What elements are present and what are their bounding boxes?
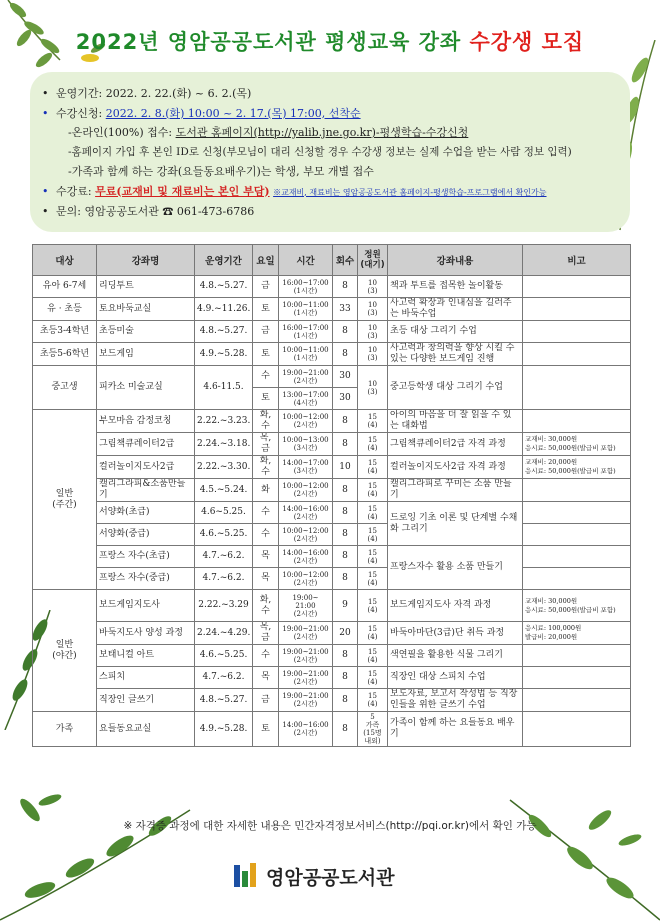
cell-day: 토 (253, 388, 279, 410)
cell-time: 10:00~12:00 (2시간) (279, 410, 333, 433)
cell-count: 8 (333, 343, 358, 366)
cell-capacity: 15 (4) (358, 568, 388, 590)
cell-target: 일반 (야간) (33, 590, 97, 712)
cell-count: 8 (333, 410, 358, 433)
table-row (33, 298, 631, 321)
cell-content: 그림책큐레이터2급 자격 과정 (388, 433, 523, 456)
cell-capacity: 10 (3) (358, 343, 388, 366)
cell-time: 19:00~21:00 (2시간) (279, 366, 333, 388)
cell-note: 교재비: 30,000원 응시료: 50,000원(발급비 포함) (523, 433, 631, 456)
cell-count: 9 (333, 590, 358, 622)
cell-time: 14:00~16:00 (2시간) (279, 546, 333, 568)
info-apply-label: 수강신청: (56, 106, 103, 120)
cell-content: 보도자료, 보고서 작성법 등 직장인들을 위한 글쓰기 수업 (388, 689, 523, 712)
cell-count: 8 (333, 546, 358, 568)
cell-time: 14:00~17:00 (3시간) (279, 456, 333, 479)
cell-note (523, 502, 631, 524)
cell-capacity: 15 (4) (358, 456, 388, 479)
cell-content: 중고등학생 대상 그리기 수업 (388, 366, 523, 410)
cell-count: 8 (333, 568, 358, 590)
table-row (33, 712, 631, 747)
cell-day: 목 (253, 546, 279, 568)
table-row (33, 366, 631, 388)
table-row (33, 689, 631, 712)
cell-day: 목, 금 (253, 622, 279, 645)
library-logo (232, 860, 394, 892)
cell-day: 화, 수 (253, 590, 279, 622)
cell-count: 8 (333, 524, 358, 546)
table-row (33, 645, 631, 667)
cell-content: 가족이 함께 하는 요들동요 배우기 (388, 712, 523, 747)
cell-period: 4.9.~5.28. (195, 343, 253, 366)
cell-note: 교재비: 20,000원 응시료: 50,000원(발급비 포함) (523, 456, 631, 479)
cell-capacity: 15 (4) (358, 645, 388, 667)
cell-capacity: 15 (4) (358, 667, 388, 689)
table-row (33, 343, 631, 366)
cell-course: 컬러놀이지도사2급 (97, 456, 195, 479)
cell-capacity: 5 가족 (15명내외) (358, 712, 388, 747)
cell-content: 초등 대상 그리기 수업 (388, 321, 523, 343)
cell-content: 사고력 확장과 인내심을 길러주는 바둑수업 (388, 298, 523, 321)
header-time: 시간 (279, 245, 333, 276)
cell-content: 컬러놀이지도사2급 자격 과정 (388, 456, 523, 479)
cell-day: 금 (253, 689, 279, 712)
info-online (42, 123, 630, 143)
cell-capacity: 15 (4) (358, 479, 388, 502)
info-note2: -가족과 함께 하는 강좌(요들동요배우기)는 학생, 부모 개별 접수 (68, 165, 374, 178)
cell-day: 화 (253, 479, 279, 502)
cell-day: 토 (253, 712, 279, 747)
cell-course: 그림책큐레이터2급 (97, 433, 195, 456)
cell-note (523, 689, 631, 712)
cell-day: 화, 수 (253, 456, 279, 479)
table-row (33, 546, 631, 568)
cell-course: 프랑스 자수(초급) (97, 546, 195, 568)
cell-content: 색연필을 활용한 식물 그리기 (388, 645, 523, 667)
cell-capacity: 10 (3) (358, 298, 388, 321)
cell-note: 응시료: 100,000원 발급비: 20,000원 (523, 622, 631, 645)
cell-time: 16:00~17:00 (1시간) (279, 276, 333, 298)
table-header-row (33, 245, 631, 276)
cell-time: 10:00~12:00 (2시간) (279, 524, 333, 546)
info-fee-small: ※교재비, 재료비는 영암공공도서관 홈페이지-평생학습-프로그램에서 확인가능 (273, 187, 547, 197)
cell-time: 19:00~21:00 (2시간) (279, 667, 333, 689)
header-capacity: 정원 (대기) (358, 245, 388, 276)
cell-capacity: 15 (4) (358, 410, 388, 433)
title-main: 2022년 영암공공도서관 평생교육 강좌 (75, 30, 462, 54)
cell-period: 4.6-11.5. (195, 366, 253, 410)
cell-capacity: 15 (4) (358, 622, 388, 645)
info-note1: -홈페이지 가입 후 본인 ID로 신청(부모님이 대리 신청할 경우 수강생 정보는 실제 수업을 받는 사람 정보 입력) (68, 145, 572, 158)
cell-course: 보태니컬 아트 (97, 645, 195, 667)
cell-count: 8 (333, 645, 358, 667)
cell-content: 아이의 마음을 더 잘 읽을 수 있는 대화법 (388, 410, 523, 433)
header-content: 강좌내용 (388, 245, 523, 276)
cell-period: 4.6~5.25. (195, 502, 253, 524)
cell-count: 10 (333, 456, 358, 479)
cell-content: 책과 투트를 접목한 놀이활동 (388, 276, 523, 298)
info-fee: • 수강료: 무료(교재비 및 재료비는 본인 부담) ※교재비, 재료비는 영암공공도서관 홈페이지-평생학습-프로그램에서 확인가능 (42, 184, 547, 198)
cell-time: 19:00~21:00 (2시간) (279, 645, 333, 667)
footnote: ※ 자격증 과정에 대한 자세한 내용은 민간자격정보서비스(http://pqi.or.kr)에서 확인 가능 (123, 820, 537, 832)
cell-period: 2.22.~3.23. (195, 410, 253, 433)
table-row (33, 502, 631, 524)
cell-course: 캘리그라피&소품만들기 (97, 479, 195, 502)
cell-time: 10:00~13:00 (3시간) (279, 433, 333, 456)
cell-note (523, 321, 631, 343)
cell-day: 수 (253, 524, 279, 546)
header-course: 강좌명 (97, 245, 195, 276)
cell-capacity: 15 (4) (358, 524, 388, 546)
cell-period: 4.8.~5.27. (195, 689, 253, 712)
table-row (33, 590, 631, 622)
cell-period: 2.24.~4.29. (195, 622, 253, 645)
cell-time: 19:00~21:00 (2시간) (279, 622, 333, 645)
cell-course: 직장인 글쓰기 (97, 689, 195, 712)
cell-course: 바둑지도사 양성 과정 (97, 622, 195, 645)
cell-period: 4.8.~5.27. (195, 321, 253, 343)
cell-capacity: 15 (4) (358, 590, 388, 622)
cell-time: 14:00~16:00 (2시간) (279, 502, 333, 524)
cell-day: 금 (253, 321, 279, 343)
cell-time: 13:00~17:00 (4시간) (279, 388, 333, 410)
cell-period: 4.9.~5.28. (195, 712, 253, 747)
cell-count: 8 (333, 479, 358, 502)
cell-capacity: 15 (4) (358, 433, 388, 456)
header-target: 대상 (33, 245, 97, 276)
cell-time: 16:00~17:00 (1시간) (279, 321, 333, 343)
cell-note (523, 568, 631, 590)
cell-count: 8 (333, 667, 358, 689)
table-row (33, 321, 631, 343)
cell-day: 수 (253, 366, 279, 388)
title-highlight: 수강생 모집 (469, 30, 585, 54)
cell-period: 2.24.~3.18. (195, 433, 253, 456)
cell-target: 유 · 초등 (33, 298, 97, 321)
cell-content: 바둑아마단(3급)단 취득 과정 (388, 622, 523, 645)
cell-period: 4.7.~6.2. (195, 568, 253, 590)
cell-day: 목 (253, 568, 279, 590)
cell-day: 목, 금 (253, 433, 279, 456)
cell-count: 8 (333, 276, 358, 298)
cell-time: 19:00~ 21:00 (2시간) (279, 590, 333, 622)
table-row (33, 568, 631, 590)
header-period: 운영기간 (195, 245, 253, 276)
cell-day: 화, 수 (253, 410, 279, 433)
info-contact-text: 문의: 영암공공도서관 ☎ 061-473-6786 (56, 205, 255, 218)
table-row (33, 433, 631, 456)
cell-note (523, 410, 631, 433)
leaf-decoration-bottom-right (480, 760, 660, 924)
cell-note (523, 524, 631, 546)
cell-target: 유아 6-7세 (33, 276, 97, 298)
cell-note (523, 276, 631, 298)
info-apply-value: 2022. 2. 8.(화) 10:00 ~ 2. 17.(목) 17:00, 선착순 (105, 106, 361, 120)
cell-time: 10:00~11:00 (1시간) (279, 298, 333, 321)
cell-capacity: 15 (4) (358, 689, 388, 712)
cell-note (523, 479, 631, 502)
cell-count: 8 (333, 712, 358, 747)
cell-period: 4.5.~5.24. (195, 479, 253, 502)
header-note: 비고 (523, 245, 631, 276)
cell-note (523, 298, 631, 321)
cell-count: 8 (333, 502, 358, 524)
info-online-prefix: -온라인(100%) 접수: (68, 126, 176, 139)
info-fee-value: 무료(교재비 및 재료비는 본인 부담) (95, 184, 270, 198)
cell-note: 교재비: 30,000원 응시료: 50,000원(발급비 포함) (523, 590, 631, 622)
cell-day: 수 (253, 645, 279, 667)
library-logo-icon (232, 861, 258, 891)
cell-period: 4.6.~5.25. (195, 524, 253, 546)
cell-count: 33 (333, 298, 358, 321)
cell-target: 초등3-4학년 (33, 321, 97, 343)
library-logo-text: 영암공공도서관 (266, 866, 395, 889)
cell-course: 스피치 (97, 667, 195, 689)
homepage-link[interactable]: 도서관 홈페이지(http://yalib.jne.go.kr)-평생학습-수강신청 (175, 126, 469, 139)
cell-day: 토 (253, 343, 279, 366)
cell-capacity: 15 (4) (358, 546, 388, 568)
cell-period: 2.22.~3.29 (195, 590, 253, 622)
leaf-decoration-bottom-left (0, 770, 200, 924)
cell-course: 요들동요교실 (97, 712, 195, 747)
table-row (33, 410, 631, 433)
cell-period: 4.8.~5.27. (195, 276, 253, 298)
table-row (33, 456, 631, 479)
cell-capacity: 10 (3) (358, 366, 388, 410)
header-day: 요일 (253, 245, 279, 276)
cell-course: 프랑스 자수(중급) (97, 568, 195, 590)
cell-course: 토요바둑교실 (97, 298, 195, 321)
cell-day: 수 (253, 502, 279, 524)
course-table (32, 244, 631, 747)
cell-note (523, 366, 631, 410)
cell-count: 30 (333, 366, 358, 388)
cell-period: 2.22.~3.30. (195, 456, 253, 479)
header-count: 회수 (333, 245, 358, 276)
cell-count: 30 (333, 388, 358, 410)
cell-period: 4.7.~6.2. (195, 667, 253, 689)
cell-count: 20 (333, 622, 358, 645)
cell-time: 19:00~21:00 (2시간) (279, 689, 333, 712)
cell-note (523, 712, 631, 747)
table-row (33, 276, 631, 298)
cell-day: 토 (253, 298, 279, 321)
cell-time: 14:00~16:00 (2시간) (279, 712, 333, 747)
cell-period: 4.9.~11.26. (195, 298, 253, 321)
cell-target: 일반 (주간) (33, 410, 97, 590)
cell-time: 10:00~12:00 (2시간) (279, 568, 333, 590)
cell-capacity: 10 (3) (358, 321, 388, 343)
cell-note (523, 667, 631, 689)
cell-content: 직장인 대상 스피치 수업 (388, 667, 523, 689)
cell-content: 프랑스자수 활용 소품 만들기 (388, 546, 523, 590)
cell-count: 8 (333, 689, 358, 712)
table-row (33, 479, 631, 502)
cell-content: 드로잉 기초 이론 및 단계별 수채화 그리기 (388, 502, 523, 546)
cell-course: 피카소 미술교실 (97, 366, 195, 410)
info-contact: • 문의: 영암공공도서관 ☎ 061-473-6786 (42, 205, 255, 218)
cell-time: 10:00~12:00 (2시간) (279, 479, 333, 502)
cell-content: 보드게임지도사 자격 과정 (388, 590, 523, 622)
cell-capacity: 10 (3) (358, 276, 388, 298)
cell-course: 초등미술 (97, 321, 195, 343)
cell-count: 8 (333, 433, 358, 456)
table-row (33, 622, 631, 645)
cell-count: 8 (333, 321, 358, 343)
cell-course: 부모마음 감정코칭 (97, 410, 195, 433)
cell-day: 목 (253, 667, 279, 689)
info-period: • 운영기간: 2022. 2. 22.(화) ~ 6. 2.(목) (42, 87, 252, 100)
cell-course: 리딩투트 (97, 276, 195, 298)
cell-course: 서양화(초급) (97, 502, 195, 524)
info-fee-label: 수강료: (56, 184, 92, 198)
cell-content: 캘리그라피로 꾸미는 소품 만들기 (388, 479, 523, 502)
cell-target: 가족 (33, 712, 97, 747)
cell-course: 보드게임지도사 (97, 590, 195, 622)
cell-period: 4.7.~6.2. (195, 546, 253, 568)
cell-note (523, 546, 631, 568)
cell-capacity: 15 (4) (358, 502, 388, 524)
cell-period: 4.6.~5.25. (195, 645, 253, 667)
cell-day: 금 (253, 276, 279, 298)
cell-note (523, 343, 631, 366)
cell-time: 10:00~11:00 (1시간) (279, 343, 333, 366)
table-row (33, 667, 631, 689)
cell-target: 초등5-6학년 (33, 343, 97, 366)
cell-content: 사고력과 창의력을 향상 시킬 수 있는 다양한 보드게임 진행 (388, 343, 523, 366)
info-box (30, 72, 630, 232)
cell-course: 보드게임 (97, 343, 195, 366)
info-apply: • 수강신청: 2022. 2. 8.(화) 10:00 ~ 2. 17.(목) 17:00, 선착순 (42, 106, 361, 120)
cell-note (523, 645, 631, 667)
table-row (33, 524, 631, 546)
cell-target: 중고생 (33, 366, 97, 410)
page-title (0, 26, 660, 56)
info-period-text: 운영기간: 2022. 2. 22.(화) ~ 6. 2.(목) (56, 87, 252, 100)
cell-course: 서양화(중급) (97, 524, 195, 546)
